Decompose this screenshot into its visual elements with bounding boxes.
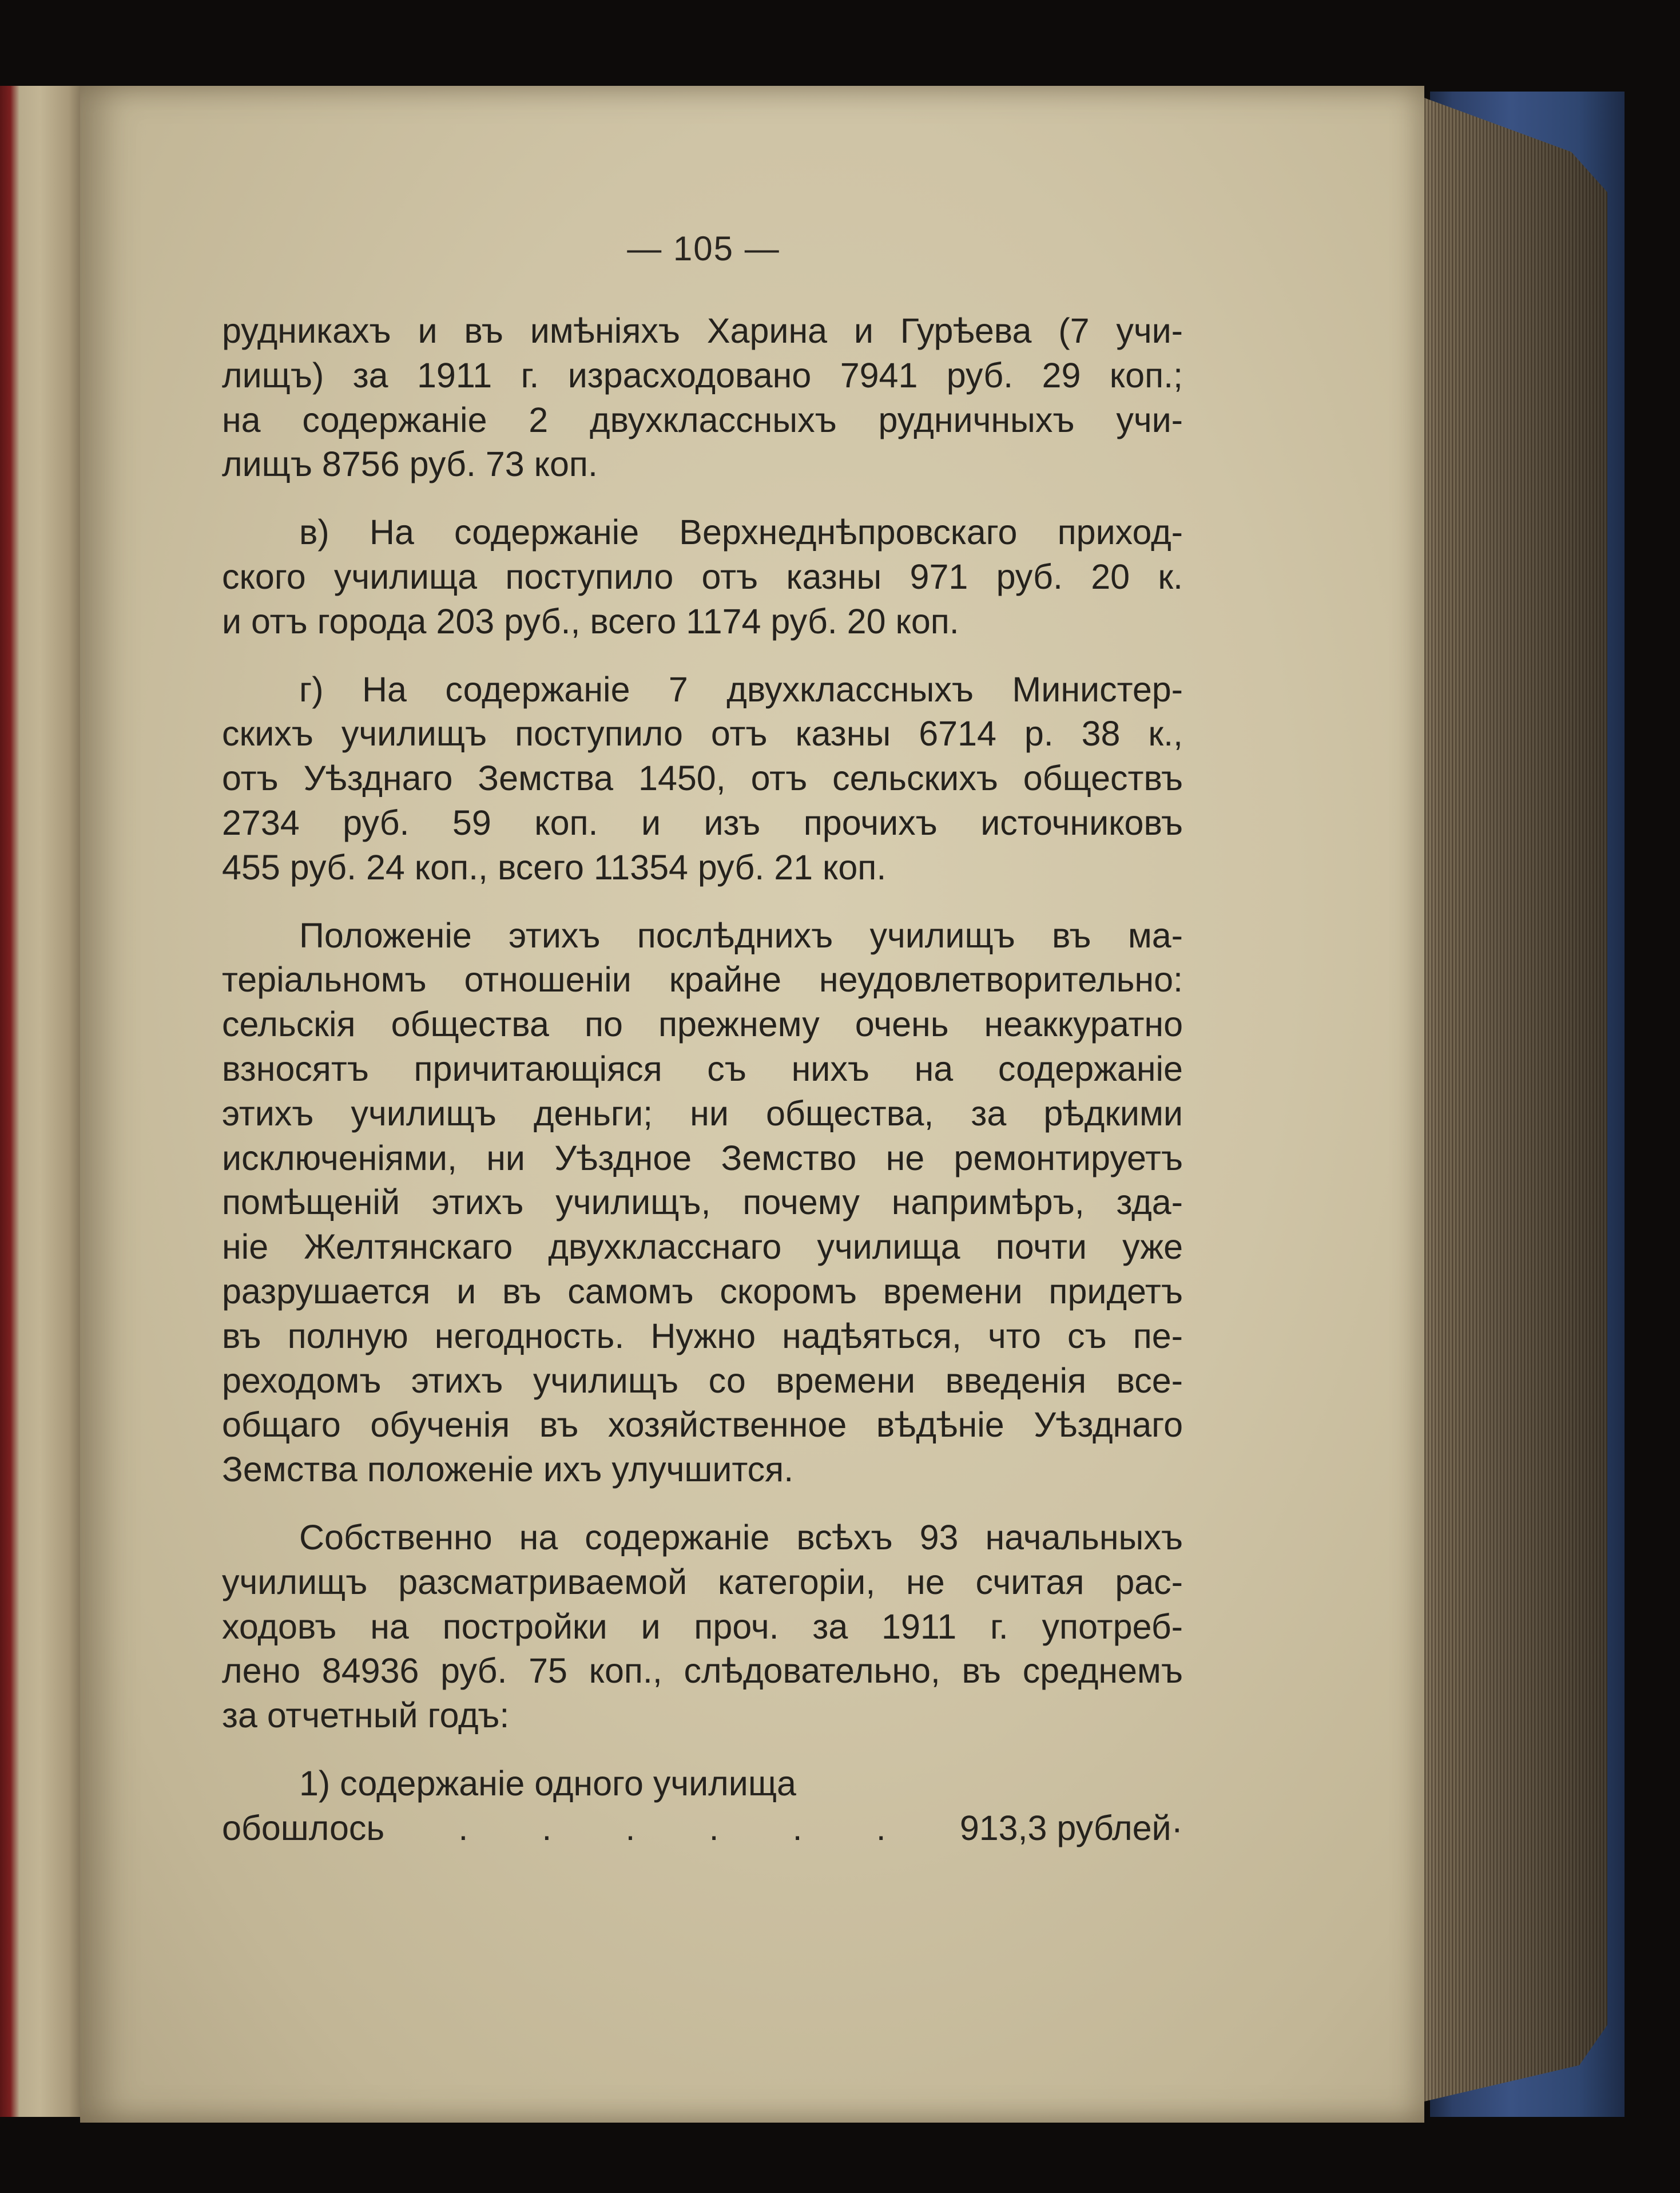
text-line: исключеніями, ни Уѣздное Земство не ремонтируетъ (222, 1138, 1183, 1177)
text-line: Собственно на содержаніе всѣхъ 93 начальныхъ (299, 1517, 1183, 1557)
cost-item-label: 1) содержаніе одного училища (299, 1763, 796, 1803)
text-line: въ полную негодность. Нужно надѣяться, что съ пе- (222, 1316, 1183, 1355)
text-line: разрушается и въ самомъ скоромъ времени придетъ (222, 1271, 1183, 1311)
text-line: рудникахъ и въ имѣніяхъ Харина и Гурѣева (7 учи- (222, 311, 1183, 350)
text-line: отъ Уѣзднаго Земства 1450, отъ сельскихъ обществъ (222, 759, 1183, 798)
text-line: на содержаніе 2 двухклассныхъ рудничныхъ учи- (222, 400, 1183, 439)
leader-dot: . (792, 1808, 803, 1847)
page-number: — 105 — (627, 229, 780, 268)
text-line: ского училища поступило отъ казны 971 руб. 20 к. (222, 557, 1183, 596)
text-line: ніе Желтянскаго двухкласснаго училища почти уже (222, 1227, 1183, 1267)
text-line: г) На содержаніе 7 двухклассныхъ Министер- (299, 669, 1183, 709)
text-line: за отчетный годъ: (222, 1696, 510, 1735)
cost-item-sublabel: обошлось (222, 1808, 385, 1847)
text-line: скихъ училищъ поступило отъ казны 6714 р. 38 к., (222, 714, 1183, 754)
paragraph (222, 668, 1183, 890)
text-line: Земства положеніе ихъ улучшится. (222, 1450, 794, 1489)
paragraph (222, 309, 1183, 487)
text-line: в) На содержаніе Верхнеднѣпровскаго приход- (299, 513, 1183, 552)
text-line: взносятъ причитающіяся съ нихъ на содержаніе (222, 1049, 1183, 1088)
text-line: реходомъ этихъ училищъ со времени введенія все- (222, 1361, 1183, 1400)
text-line: лено 84936 руб. 75 коп., слѣдовательно, въ среднемъ (222, 1651, 1183, 1691)
paragraph (222, 510, 1183, 644)
paragraph (222, 1516, 1183, 1738)
text-line: училищъ разсматриваемой категоріи, не считая рас- (222, 1562, 1183, 1601)
leader-dot: . (542, 1808, 552, 1847)
page-text (222, 309, 1183, 1851)
cost-item (222, 1762, 1183, 1851)
leader-dot: . (625, 1808, 636, 1847)
text-line: теріальномъ отношеніи крайне неудовлетворительно: (222, 960, 1183, 1000)
text-line: 455 руб. 24 коп., всего 11354 руб. 21 коп. (222, 847, 887, 887)
text-line: лищъ 8756 руб. 73 коп. (222, 445, 598, 484)
paragraph (222, 914, 1183, 1492)
text-line: 2734 руб. 59 коп. и изъ прочихъ источниковъ (222, 803, 1183, 842)
leader-dot: . (458, 1808, 468, 1847)
previous-page-edge (0, 86, 86, 2117)
text-line: ходовъ на постройки и проч. за 1911 г. употреб- (222, 1607, 1183, 1646)
text-line: Положеніе этихъ послѣднихъ училищъ въ ма- (299, 915, 1183, 955)
page-block-edges (1407, 92, 1607, 2105)
text-line: лищъ) за 1911 г. израсходовано 7941 руб. 29 коп.; (222, 355, 1183, 395)
text-line: помѣщеній этихъ училищъ, почему напримѣръ, зда- (222, 1183, 1183, 1222)
text-line: общаго обученія въ хозяйственное вѣдѣніе Уѣзднаго (222, 1405, 1183, 1445)
text-line: сельскія общества по прежнему очень неаккуратно (222, 1005, 1183, 1044)
leader-dot: . (709, 1808, 719, 1847)
text-line: и отъ города 203 руб., всего 1174 руб. 20 коп. (222, 601, 959, 641)
cost-item-row (222, 1806, 1183, 1851)
cost-item-value: 913,3 рублей· (959, 1808, 1183, 1847)
text-line: этихъ училищъ деньги; ни общества, за рѣдкими (222, 1093, 1183, 1133)
leader-dot: . (876, 1808, 886, 1847)
